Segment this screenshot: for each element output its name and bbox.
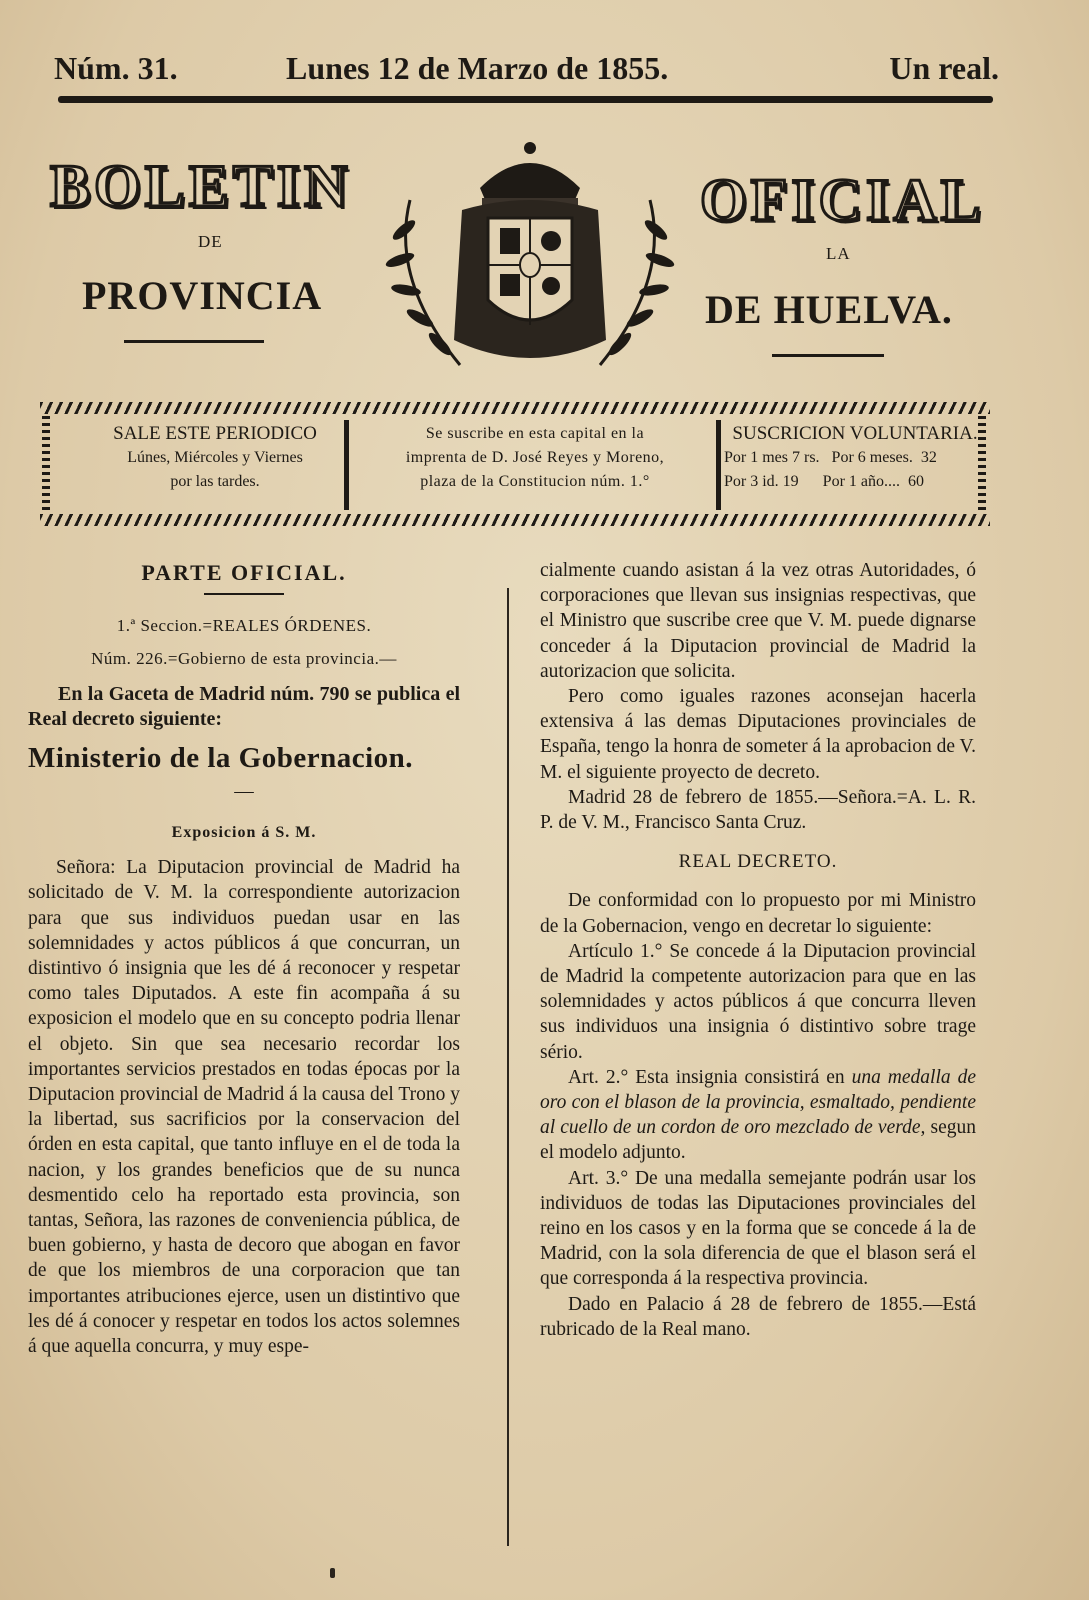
exposition-body: Señora: La Diputacion provincial de Madrid ha solicitado de V. M. la correspondiente autorizacion para que sus individuos puedan usar en las solemnidades y actos públicos á que concurran, un distintivo ó insignia que les dé á reconocer y respetar como tales Diputados. A este fin acompaña á su exposicion el modelo que en su concepto podria llenar el objeto. Sin que sea necesario recordar los importantes servicios prestados en todas épocas por la Diputacion provincial de Madrid á la causa del Trono y la libertad, sus sacrificios por la conservacion del órden en esta capital, que tanto influye en el de toda la nacion, y los grandes beneficios que de su nunca desmentido celo ha reportado esta provincia, son tantas, Señora, las razones de conveniencia pública, de buen gobierno, y hasta de decoro que abogan en favor de que los miembros de una corporacion que tan importantes atribuciones ejerce, usen un distintivo que les dé á conocer y respetar en todos los actos solemnes á que aquella concurra, y muy espe- — [28, 857, 460, 1358]
masthead-oficial: OFICIAL — [700, 167, 985, 233]
masthead-huelva: DE HUELVA. — [705, 287, 953, 332]
price-line-1: Por 1 mes 7 rs. Por 6 meses. 32 — [724, 449, 937, 466]
issue-header — [50, 50, 999, 98]
sale-time: por las tardes. — [170, 473, 260, 490]
exposition-heading: Exposicion á S. M. — [171, 824, 317, 842]
article-3: Art. 3.° De una medalla semejante podrán usar los individuos de todas las Diputaciones provinciales del reino en los casos y en la forma que se concede á la de Madrid, con la sola diferencia de que el blason será el que corresponda á la respectiva provincia. — [540, 1167, 976, 1290]
section-subtitle: 1.ª Seccion.=REALES ÓRDENES. — [116, 616, 372, 636]
article-2-start: Art. 2.° Esta insignia consistirá en — [568, 1066, 845, 1088]
right-column — [540, 558, 976, 1342]
sale-title: SALE ESTE PERIODICO — [113, 423, 317, 444]
signature-line: Madrid 28 de febrero de 1855.—Señora.=A. L. R. P. de V. M., Francisco Santa Cruz. — [540, 786, 976, 834]
sale-info — [80, 422, 350, 494]
ministry-heading: Ministerio de la Gobernacion. — [28, 741, 414, 774]
decree-heading: REAL DECRETO. — [678, 851, 838, 873]
issue-number: Núm. 31. — [54, 50, 178, 86]
article-1: Artículo 1.° Se concede á la Diputacion provincial de Madrid la competente autorizacion para que en las solemnidades y actos públicos á que concurra lleven sus individuos una insignia ó distintivo sobre trage sério. — [540, 940, 976, 1063]
gaceta-notice: En la Gaceta de Madrid núm. 790 se publica el Real decreto siguiente: — [28, 682, 460, 730]
masthead-de: DE — [198, 232, 223, 251]
price-line-2: Por 3 id. 19 Por 1 año.... 60 — [724, 473, 924, 490]
where-info — [360, 422, 710, 494]
article-2 — [540, 1065, 976, 1166]
where-line-3: plaza de la Constitucion núm. 1.° — [420, 473, 650, 490]
royal-coat-of-arms-icon — [370, 140, 690, 380]
masthead-provincia: PROVINCIA — [82, 273, 323, 318]
issue-date: Lunes 12 de Marzo de 1855. — [286, 50, 669, 86]
separator: — — [234, 780, 254, 802]
paragraph-continued: cialmente cuando asistan á la vez otras Autoridades, ó corporaciones que llevan sus insignias respectivas, que el Ministro que suscribe cree que V. M. puede dignarse conceder á la Diputacion provincial de Madrid la autorizacion que solicita. — [540, 560, 976, 682]
divider — [344, 420, 349, 510]
print-mark — [330, 1568, 335, 1578]
closing-line: Dado en Palacio á 28 de febrero de 1855.—Está rubricado de la Real mano. — [540, 1293, 976, 1340]
column-rule — [507, 588, 509, 1546]
masthead — [0, 140, 1089, 390]
header-rule — [58, 96, 993, 103]
voluntary-title: SUSCRICION VOLUNTARIA. — [732, 423, 978, 444]
masthead-ornament-left — [124, 340, 264, 343]
border-top — [40, 402, 990, 414]
where-line-1: Se suscribe en esta capital en la — [425, 425, 645, 442]
paragraph-proposal: Pero como iguales razones aconsejan hacerla extensiva á las demas Diputaciones provinciales de España, tengo la honra de someter á la aprobacion de V. M. el siguiente proyecto de decreto. — [540, 686, 976, 783]
article-2-italic: una medalla de oro con el blason de la provincia, esmaltado, pendiente al cuello de un cordon de oro mezclado de verde, — [540, 1066, 976, 1139]
where-line-2: imprenta de D. José Reyes y Moreno, — [405, 449, 665, 466]
masthead-boletin: BOLETIN — [50, 153, 352, 219]
left-column — [28, 558, 460, 1359]
title-rule — [204, 593, 284, 595]
article-2-end: segun el modelo adjunto. — [540, 1117, 976, 1164]
section-title: PARTE OFICIAL. — [141, 560, 347, 585]
issue-price: Un real. — [889, 50, 999, 86]
subscription-box — [40, 402, 990, 530]
masthead-ornament-right — [772, 354, 884, 357]
document-number: Núm. 226.=Gobierno de esta provincia.— — [91, 649, 397, 669]
border-bottom — [40, 514, 990, 526]
sale-days: Lúnes, Miércoles y Viernes — [127, 449, 303, 466]
masthead-la: LA — [826, 244, 851, 263]
price-info — [720, 422, 990, 494]
decree-intro: De conformidad con lo propuesto por mi Ministro de la Gobernacion, vengo en decretar lo siguiente: — [540, 890, 976, 937]
border-left — [42, 416, 50, 510]
